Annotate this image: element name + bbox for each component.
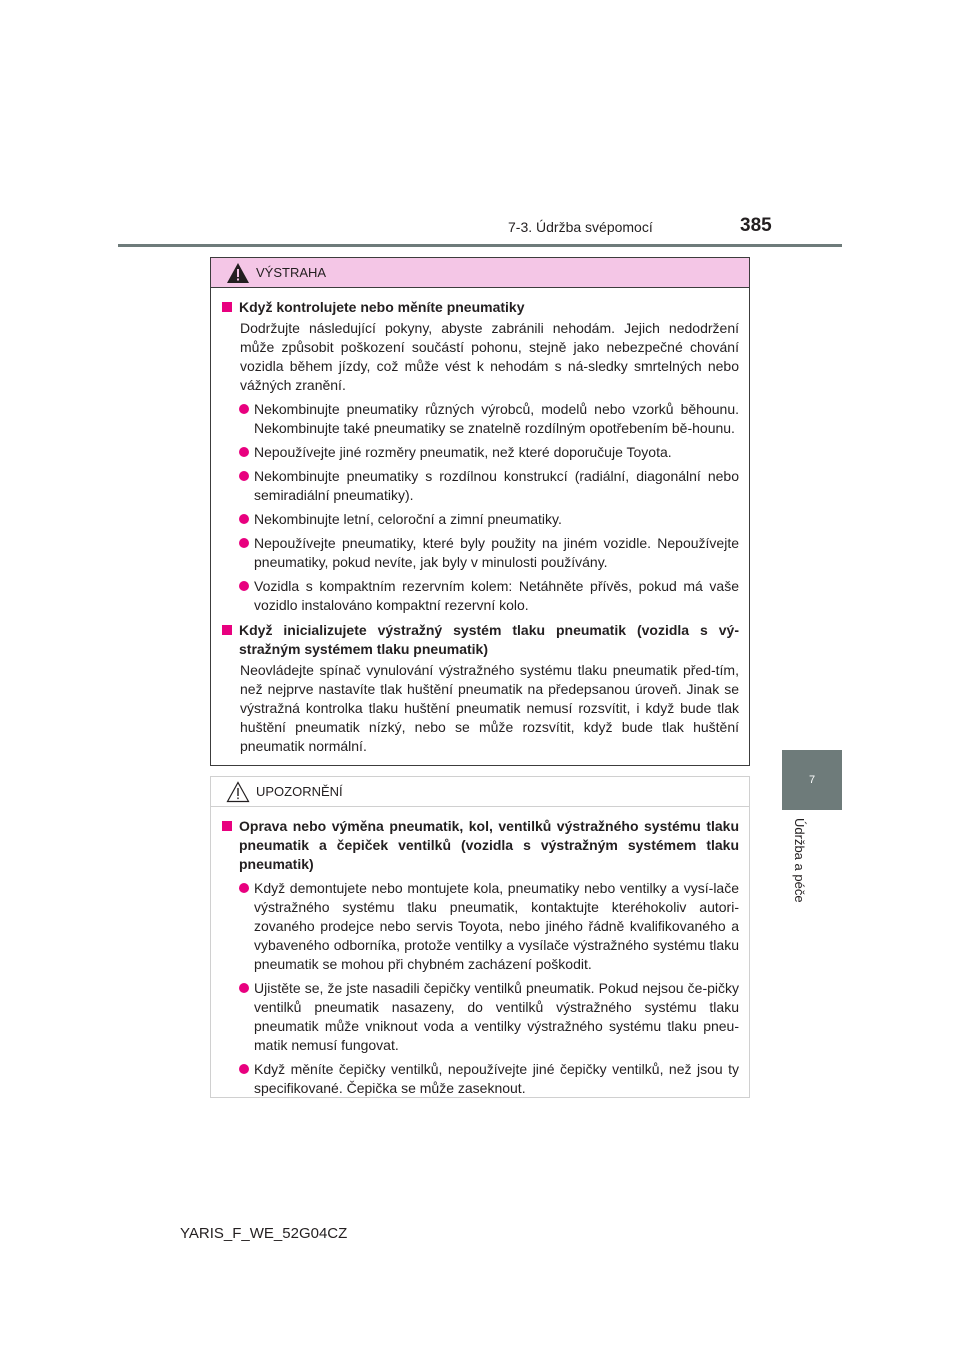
caution-bullet: Když měníte čepičky ventilků, nepoužívejte jiné čepičky ventilků, než jsou ty specifikované. Čepička se může zaseknout.: [222, 1060, 739, 1098]
chapter-tab: [782, 750, 842, 810]
caution-body: [211, 807, 749, 1098]
caution-subheading: Oprava nebo výměna pneumatik, kol, ventilků výstražného systému tlaku pneumatik a čepiček ventilků (vozidla s výstražným systémem tlaku pneumatik): [222, 817, 739, 874]
circle-bullet-icon: [239, 538, 249, 548]
circle-bullet-icon: [239, 581, 249, 591]
caution-triangle-icon: [226, 781, 250, 803]
warning-triangle-icon: [226, 262, 250, 284]
square-bullet-icon: [222, 302, 232, 312]
chapter-number: 7: [808, 774, 816, 786]
circle-bullet-icon: [239, 1064, 249, 1074]
circle-bullet-icon: [239, 883, 249, 893]
square-bullet-icon: [222, 625, 232, 635]
warning-bullet: Nepoužívejte jiné rozměry pneumatik, než které doporučuje Toyota.: [222, 443, 739, 462]
warning-bullet: Nepoužívejte pneumatiky, které byly použity na jiném vozidle. Nepoužívejte pneumatiky, pokud nevíte, jak byly v minulosti používány.: [222, 534, 739, 572]
warning-bullet: Nekombinujte pneumatiky s rozdílnou konstrukcí (radiální, diagonální nebo semiradiální pneumatiky).: [222, 467, 739, 505]
warning-paragraph-2: Neovládejte spínač vynulování výstražného systému tlaku pneumatik před-tím, než nejprve nastavíte tlak huštění pneumatik na předepsanou úroveň. Jinak se výstražná kontrolka tlaku huštění pneumatik nemusí rozsvítit, i když bude tlak huštění pneumatik nízký, nebo se může rozsvítit, když bude tlak huštění pneumatik normální.: [240, 662, 739, 754]
warning-body: [211, 288, 749, 756]
warning-header: [211, 258, 749, 288]
chapter-title: Údržba a péče: [792, 818, 807, 903]
circle-bullet-icon: [239, 983, 249, 993]
document-code: YARIS_F_WE_52G04CZ: [180, 1225, 348, 1242]
caution-box: [210, 776, 750, 1098]
caution-title: UPOZORNĚNÍ: [256, 784, 343, 799]
warning-bullet: Nekombinujte letní, celoroční a zimní pneumatiky.: [222, 510, 739, 529]
warning-subheading-2: Když inicializujete výstražný systém tlaku pneumatik (vozidla s vý-stražným systémem tlaku pneumatik): [222, 621, 739, 659]
caution-bullet: Ujistěte se, že jste nasadili čepičky ventilků pneumatik. Pokud nejsou če-pičky ventilků pneumatik nasazeny, do ventilků výstražného systému tlaku pneumatik může vniknout voda a ventilky výstražného systému tlaku pneu-matik nemusí fungovat.: [222, 979, 739, 1055]
circle-bullet-icon: [239, 447, 249, 457]
circle-bullet-icon: [239, 404, 249, 414]
warning-subheading-1: Když kontrolujete nebo měníte pneumatiky: [222, 298, 739, 317]
square-bullet-icon: [222, 821, 232, 831]
caution-header: [211, 777, 749, 807]
header-divider: [118, 244, 842, 247]
circle-bullet-icon: [239, 514, 249, 524]
section-title: 7-3. Údržba svépomocí: [508, 219, 653, 235]
page-number: 385: [740, 215, 772, 236]
warning-paragraph-1: Dodržujte následující pokyny, abyste zabránili nehodám. Jejich nedodržení může způsobit poškození součástí pohonu, stejně jako nebezpečné chování vozidla během jízdy, což může vést k nehodám s ná-sledky smrtelných nebo vážných zranění.: [240, 320, 739, 393]
warning-bullet: Nekombinujte pneumatiky různých výrobců, modelů nebo vzorků běhounu. Nekombinujte také pneumatiky se znatelně rozdílným opotřebením bě-hounu.: [222, 400, 739, 438]
warning-title: VÝSTRAHA: [256, 265, 327, 280]
circle-bullet-icon: [239, 471, 249, 481]
warning-bullet: Vozidla s kompaktním rezervním kolem: Netáhněte přívěs, pokud má vaše vozidlo instalováno kompaktní rezervní kolo.: [222, 577, 739, 615]
caution-bullet: Když demontujete nebo montujete kola, pneumatiky nebo ventilky a vysí-lače výstražného systému tlaku pneumatik, kontaktujte kteréhokoliv autori-zovaného prodejce nebo servis Toyota, nebo jiného řádně kvalifikovaného a vybaveného odborníka, protože ventilky a vysílače výstražného systému tlaku pneumatik se mohou při chybném zacházení poškodit.: [222, 879, 739, 974]
warning-box: [210, 257, 750, 766]
